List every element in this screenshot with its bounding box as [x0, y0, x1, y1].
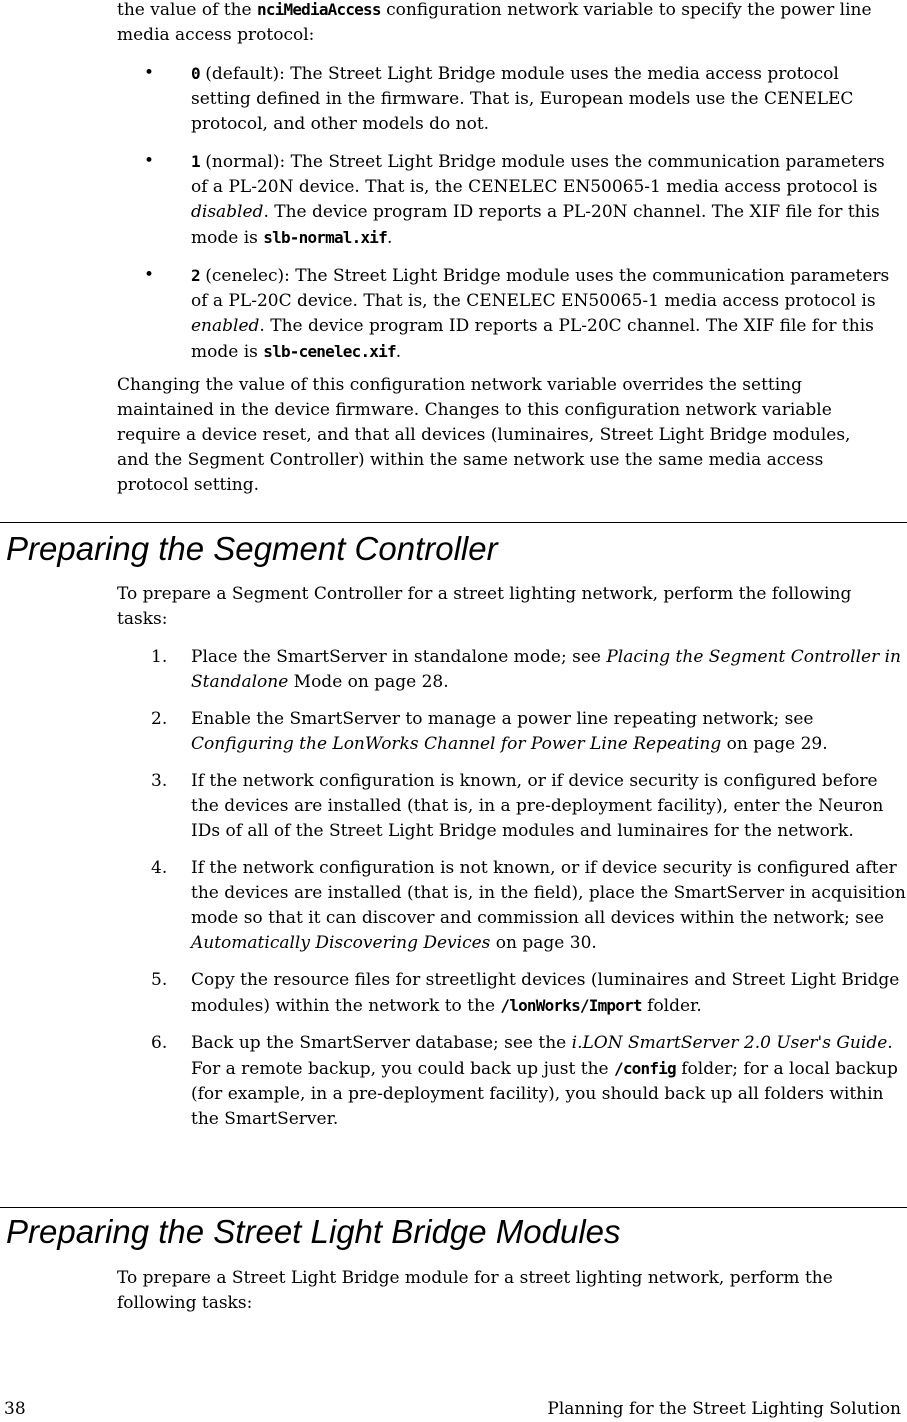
- footer-title: Planning for the Street Lighting Solution: [547, 1399, 901, 1419]
- intro-code-nciMediaAccess: nciMediaAccess: [257, 0, 381, 19]
- section-heading-street-light-bridge: Preparing the Street Light Bridge Modules: [6, 1213, 621, 1250]
- list-item: [117, 263, 902, 365]
- step-reference: Configuring the LonWorks Channel for Power Line Repeating: [191, 734, 722, 754]
- step-text: on page 29.: [721, 734, 828, 754]
- list-item: [117, 149, 902, 251]
- step-number: 1.: [151, 647, 168, 667]
- list-item: [117, 645, 907, 695]
- step-text: If the network configuration is not known, or if device security is configured after the devices are installed (that is, in the field), place the SmartServer in acquisition mode so that it can discover and commission all devices within the network; see: [191, 858, 906, 928]
- media-access-option-list: [117, 61, 902, 377]
- bullet-icon: •: [144, 63, 155, 83]
- step-text: on page 30.: [490, 933, 597, 953]
- list-item: [117, 769, 907, 844]
- option-emphasis: enabled: [191, 316, 260, 336]
- list-item: [117, 61, 902, 137]
- section-divider: [0, 1207, 907, 1208]
- list-item: [117, 707, 907, 757]
- step-text: folder.: [641, 996, 702, 1016]
- step-number: 3.: [151, 771, 168, 791]
- step-text: folder; for a local backup (for example, in a pre-deployment facility), you should back up all folders within the SmartServer.: [191, 1059, 898, 1129]
- step-text: Enable the SmartServer to manage a power line repeating network; see: [191, 709, 814, 729]
- option-xif-file: slb-cenelec.xif: [263, 342, 396, 361]
- option-text: .: [386, 228, 393, 248]
- bullet-icon: •: [144, 265, 155, 285]
- step-number: 5.: [151, 970, 168, 990]
- list-item: [117, 856, 907, 956]
- step-reference: i.LON SmartServer 2.0 User's Guide: [571, 1033, 888, 1053]
- section-intro-paragraph: To prepare a Street Light Bridge module for a street lighting network, perform the following tasks:: [117, 1268, 833, 1313]
- option-text: .: [395, 342, 402, 362]
- step-text: Place the SmartServer in standalone mode; see: [191, 647, 607, 667]
- closing-paragraph: Changing the value of this configuration network variable overrides the setting maintained in the device firmware. Changes to this configuration network variable require a device reset, and that all devices (luminaires, Street Light Bridge modules, and the Segment Controller) within the same network use the same media access protocol setting.: [117, 375, 851, 495]
- option-text: (normal): The Street Light Bridge module uses the communication parameters of a PL-20N device. That is, the CENELEC EN50065-1 media access protocol is: [191, 152, 885, 197]
- bullet-icon: •: [144, 151, 155, 171]
- option-code: 1: [191, 152, 200, 171]
- step-text: If the network configuration is known, or if device security is configured before the devices are installed (that is, in a pre-deployment facility), enter the Neuron IDs of all of the Street Light Bridge modules and luminaires for the network.: [191, 771, 884, 841]
- section-heading-segment-controller: Preparing the Segment Controller: [6, 530, 498, 567]
- section-intro-paragraph: To prepare a Segment Controller for a street lighting network, perform the following tasks:: [117, 584, 852, 629]
- step-number: 4.: [151, 858, 168, 878]
- option-emphasis: disabled: [191, 202, 264, 222]
- option-text: (cenelec): The Street Light Bridge module uses the communication parameters of a PL-20C device. That is, the CENELEC EN50065-1 media access protocol is: [191, 266, 890, 311]
- option-code: 0: [191, 64, 200, 83]
- intro-text-post: configuration network variable to specify the power line media access protocol:: [117, 0, 872, 45]
- step-folder-path: /lonWorks/Import: [500, 996, 642, 1015]
- intro-text-pre: the value of the: [117, 0, 258, 20]
- option-text: . The device program ID reports a PL-20C channel. The XIF file for this mode is: [191, 316, 874, 362]
- step-text: Mode on page 28.: [288, 672, 449, 692]
- step-text: Copy the resource files for streetlight devices (luminaires and Street Light Bridge modules) within the network to the: [191, 970, 900, 1016]
- step-reference: Automatically Discovering Devices: [191, 933, 491, 953]
- step-text: . For a remote backup, you could back up just the: [191, 1033, 893, 1079]
- step-folder-path: /config: [614, 1059, 676, 1078]
- step-reference: Placing the Segment Controller in Standalone: [191, 647, 901, 692]
- option-xif-file: slb-normal.xif: [263, 228, 387, 247]
- step-number: 2.: [151, 709, 168, 729]
- section-divider: [0, 522, 907, 523]
- intro-paragraph: [117, 0, 877, 48]
- step-number: 6.: [151, 1033, 168, 1053]
- step-text: Back up the SmartServer database; see the: [191, 1033, 572, 1053]
- option-text: (default): The Street Light Bridge module uses the media access protocol setting defined in the firmware. That is, European models use the CENELEC protocol, and other models do not.: [191, 64, 854, 134]
- list-item: [117, 968, 907, 1019]
- page-number: 38: [4, 1399, 26, 1419]
- segment-controller-task-list: [117, 645, 907, 1144]
- list-item: [117, 1031, 907, 1132]
- option-code: 2: [191, 266, 200, 285]
- option-text: . The device program ID reports a PL-20N channel. The XIF file for this mode is: [191, 202, 880, 248]
